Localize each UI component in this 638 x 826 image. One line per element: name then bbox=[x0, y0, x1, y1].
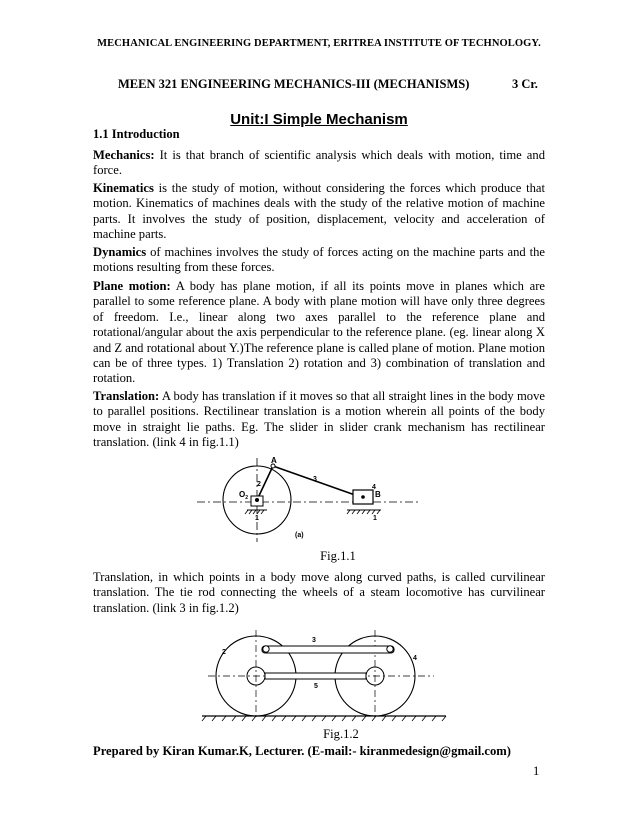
figure-locomotive bbox=[200, 628, 448, 726]
term-plane-motion: Plane motion: bbox=[93, 279, 171, 293]
unit-title: Unit:I Simple Mechanism bbox=[230, 111, 408, 128]
text-kinematics: is the study of motion, without considering the forces which produce that motion. Kinematics of machines deals with the study of the relative motion of machine parts. It involves the study of position, displacement, velocity and acceleration of machine parts. bbox=[93, 181, 545, 242]
text-plane-motion: A body has plane motion, if all its points move in planes which are parallel to some reference plane. A body with plane motion will have only three degrees of freedom. I.e., linear along two axes parallel to the reference plane and rotational/angular about the axis perpendicular to the reference plane. (eg. linear along X and Z and rotational about Y.)The reference plane is called plane of motion. Plane motion can be of three types. 1) Translation 2) rotation and 3) combination of translation and rotation. bbox=[93, 279, 545, 386]
paragraph-translation bbox=[93, 389, 545, 451]
paragraph-dynamics bbox=[93, 245, 545, 276]
figure-caption-1: Fig.1.1 bbox=[320, 549, 356, 563]
crank-pin-left bbox=[263, 646, 269, 652]
label-link-4: 4 bbox=[372, 484, 376, 491]
label-link-1a: 1 bbox=[255, 515, 259, 522]
paragraph-plane-motion bbox=[93, 279, 545, 387]
label-link-2: 2 bbox=[222, 649, 226, 656]
label-b: B bbox=[375, 490, 381, 499]
label-a: A bbox=[271, 456, 277, 465]
text-translation: A body has translation if it moves so that all straight lines in the body move to parallel positions. Rectilinear translation is a motion wherein all points of the body move in straight lie paths. Eg. The slider in slider crank mechanism has rectilinear translation. (link 4 in fig.1.1) bbox=[93, 389, 545, 450]
figure-slider-crank bbox=[195, 452, 420, 544]
label-link-1b: 1 bbox=[373, 515, 377, 522]
figure-caption-2: Fig.1.2 bbox=[323, 727, 359, 741]
label-link-2: 2 bbox=[257, 481, 261, 488]
label-link-4: 4 bbox=[413, 655, 417, 662]
rail-hatch bbox=[202, 716, 446, 721]
paragraph-curvilinear: Translation, in which points in a body move along curved paths, is called curvilinear translation. The tie rod connecting the wheels of a steam locomotive has curvilinear translation. (link 3 in fig.1.2) bbox=[93, 570, 545, 615]
ground-hatch-1 bbox=[245, 510, 264, 514]
tie-rod-link-3 bbox=[262, 646, 394, 653]
term-kinematics: Kinematics bbox=[93, 181, 154, 195]
label-o2: $O_2$ bbox=[239, 490, 249, 501]
footer-author: Prepared by Kiran Kumar.K, Lecturer. (E-mail:- kiranmedesign@gmail.com) bbox=[93, 744, 511, 758]
page-number: 1 bbox=[533, 764, 540, 778]
crank-pin-right bbox=[387, 646, 393, 652]
label-link-3: 3 bbox=[312, 637, 316, 644]
paragraph-mechanics bbox=[93, 148, 545, 179]
term-mechanics: Mechanics: bbox=[93, 148, 155, 162]
frame-link-5 bbox=[265, 673, 366, 679]
institution-header: MECHANICAL ENGINEERING DEPARTMENT, ERITREA INSTITUTE OF TECHNOLOGY. bbox=[97, 38, 541, 49]
pivot-o2 bbox=[255, 498, 259, 502]
label-subfig: (a) bbox=[295, 532, 304, 539]
label-link-5: 5 bbox=[314, 683, 318, 690]
term-dynamics: Dynamics bbox=[93, 245, 147, 259]
text-dynamics: of machines involves the study of forces acting on the machine parts and the motions resulting from these forces. bbox=[93, 245, 545, 275]
paragraph-kinematics bbox=[93, 181, 545, 243]
section-title: 1.1 Introduction bbox=[93, 127, 180, 141]
term-translation: Translation: bbox=[93, 389, 160, 403]
course-credits: 3 Cr. bbox=[512, 77, 538, 91]
course-title: MEEN 321 ENGINEERING MECHANICS-III (MECHANISMS) bbox=[118, 77, 470, 91]
ground-hatch-2 bbox=[347, 510, 380, 514]
text-mechanics: It is that branch of scientific analysis which deals with motion, time and force. bbox=[93, 148, 545, 178]
label-link-3: 3 bbox=[313, 476, 317, 483]
joint-b bbox=[361, 495, 365, 499]
